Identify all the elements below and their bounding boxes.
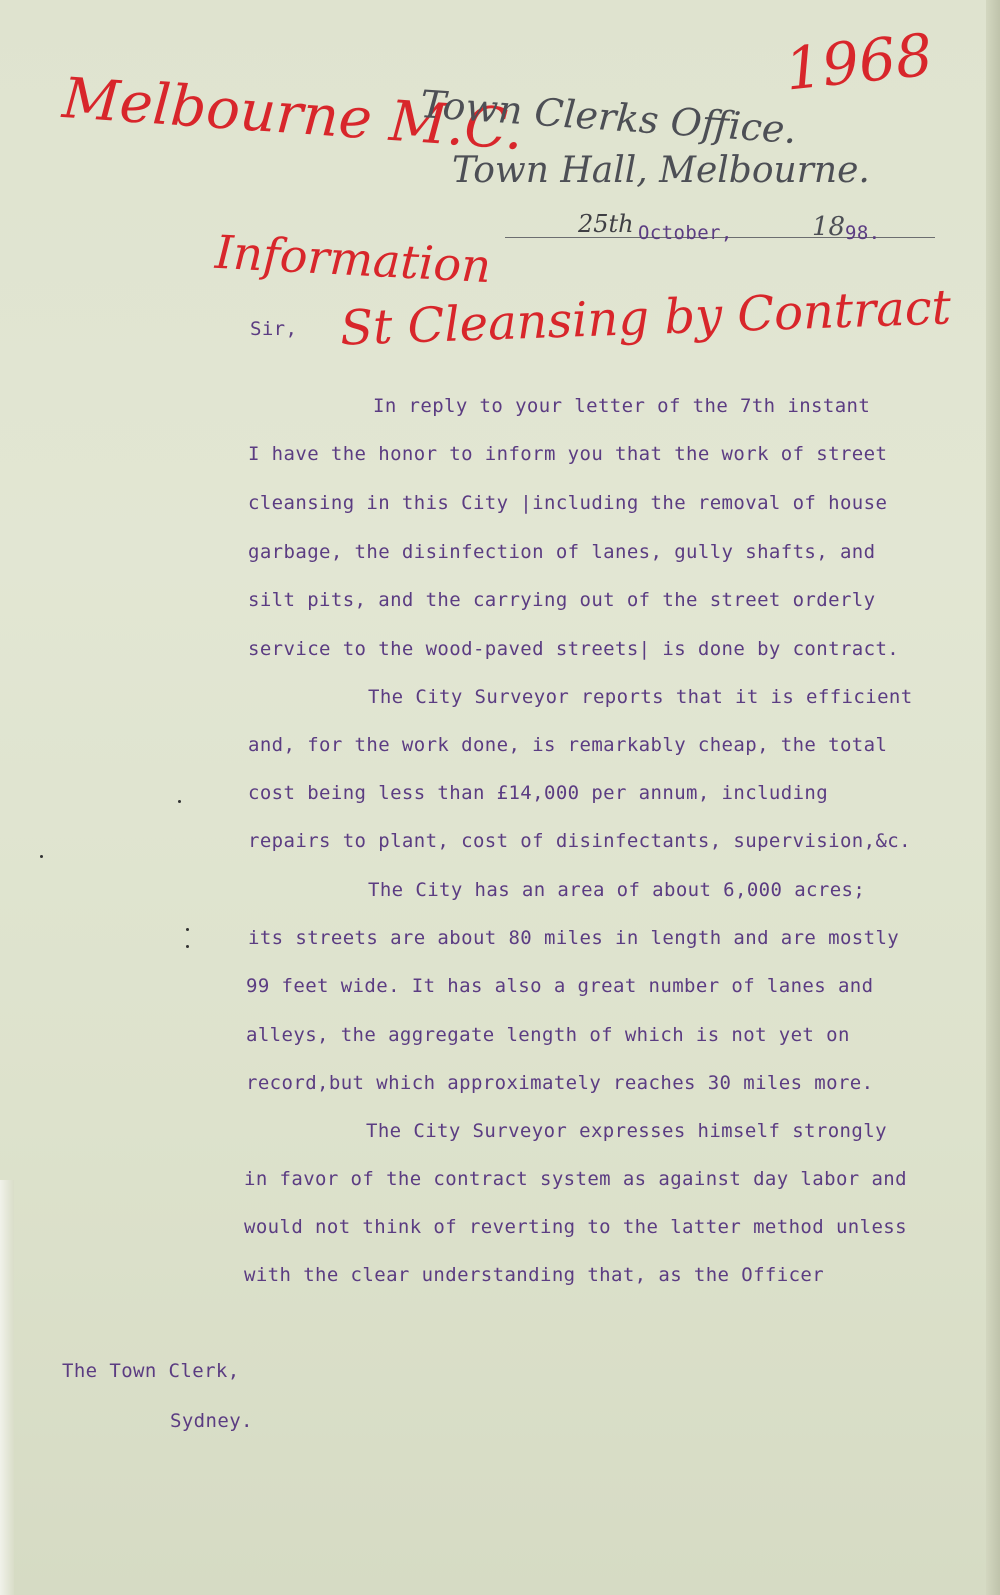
body-line: its streets are about 80 miles in length and are mostly (248, 927, 900, 949)
letterhead-line-2: Town Hall, Melbourne. (452, 150, 870, 191)
body-line: cost being less than £14,000 per annum, including (248, 782, 829, 804)
page-edge-left (0, 1180, 14, 1595)
date-month: October, (638, 222, 733, 244)
date-day: 25th (578, 210, 634, 238)
body-line: repairs to plant, cost of disinfectants, supervision,&c. (248, 830, 911, 852)
body-line: with the clear understanding that, as the Officer (244, 1264, 825, 1286)
body-line: 99 feet wide. It has also a great number of lanes and (246, 975, 874, 997)
body-line: in favor of the contract system as against day labor and (244, 1168, 907, 1190)
letterhead-line-1: Town Clerks Office. (418, 81, 798, 153)
salutation: Sir, (250, 318, 298, 340)
body-line: silt pits, and the carrying out of the street orderly (248, 589, 876, 611)
reference-number: 1968 (781, 20, 936, 104)
body-line: and, for the work done, is remarkably cheap, the total (248, 734, 888, 756)
body-line: garbage, the disinfection of lanes, gully shafts, and (248, 541, 876, 563)
margin-mark (186, 945, 189, 948)
body-line: would not think of reverting to the latter method unless (244, 1216, 907, 1238)
page-edge-right (986, 0, 1000, 1595)
body-line: cleansing in this City |including the removal of house (248, 492, 888, 514)
category-note: Information (213, 224, 493, 294)
addressee-title: The Town Clerk, (62, 1360, 240, 1382)
subject-note: St Cleansing by Contract (339, 279, 952, 357)
office-note: Melbourne M.C. (60, 65, 526, 164)
margin-mark (178, 800, 181, 803)
margin-mark (186, 928, 189, 931)
body-line: In reply to your letter of the 7th instant (373, 395, 871, 417)
date-year-suffix: 98. (845, 222, 881, 244)
addressee-city: Sydney. (170, 1410, 253, 1432)
body-line: The City Surveyor expresses himself strongly (366, 1120, 887, 1142)
body-line: The City has an area of about 6,000 acres; (368, 879, 866, 901)
body-line: I have the honor to inform you that the work of street (248, 443, 888, 465)
body-line: service to the wood-paved streets| is done by contract. (248, 638, 900, 660)
margin-mark (40, 855, 43, 858)
date-year-prefix: 18 (812, 212, 846, 242)
body-line: record,but which approximately reaches 30 miles more. (246, 1072, 874, 1094)
body-line: The City Surveyor reports that it is efficient (368, 686, 913, 708)
body-line: alleys, the aggregate length of which is not yet on (246, 1024, 850, 1046)
